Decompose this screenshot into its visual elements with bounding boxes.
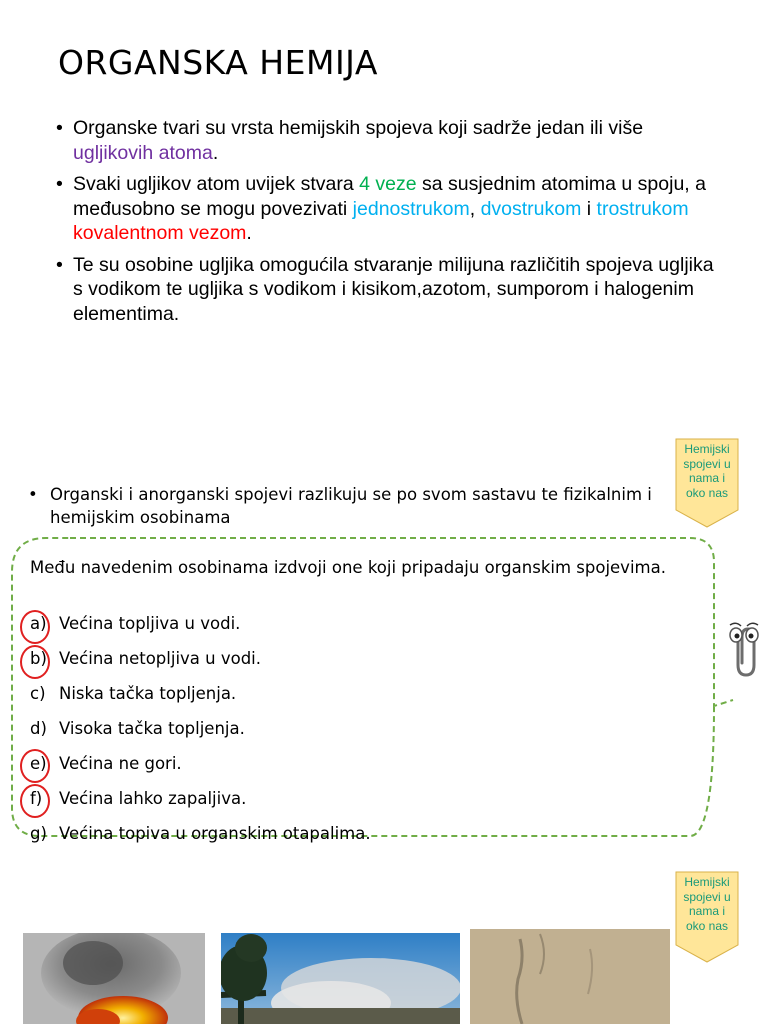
callout-line: oko nas — [685, 918, 729, 933]
highlight-covalent-bond: kovalentnom vezom — [73, 222, 247, 244]
callout-line: nama i — [688, 904, 726, 918]
highlight-carbon-atoms: ugljikovih atoma — [73, 141, 213, 164]
forest-fire-photo — [221, 933, 460, 1024]
callout-chemical-compounds-2[interactable] — [675, 871, 739, 963]
option-a[interactable]: a) Većina topljiva u vodi. — [30, 614, 241, 633]
callout-line: Hemijski — [684, 442, 730, 456]
highlight-double-bond: dvostrukom — [480, 197, 582, 220]
intro-bullet-3: • Te su osobine ugljika omogućila stvaranje milijuna različitih spojeva ugljika s vodikom te ugljika s vodikom i kisikom,azotom, sumporom i halogenim elementima. — [56, 253, 716, 327]
question-text: Među navedenim osobinama izdvoji one koji pripadaju organskim spojevima. — [30, 558, 666, 577]
intro-bullet-2: • Svaki ugljikov atom uvijek stvara 4 veze sa susjednim atomima u spoju, a međusobno se mogu povezivati jednostrukom, dvostrukom i trostrukom kovalentnom vezom. — [56, 172, 716, 246]
callout-chemical-compounds-1[interactable] — [675, 438, 739, 528]
slide-title: ORGANSKA HEMIJA — [58, 43, 378, 82]
callout-line: Hemijski — [684, 875, 730, 889]
selection-circle-e — [20, 749, 50, 783]
option-e[interactable]: e) Većina ne gori. — [30, 754, 182, 773]
option-d[interactable]: d) Visoka tačka topljenja. — [30, 719, 245, 738]
fire-explosion-photo — [23, 933, 205, 1024]
answer-options-list — [30, 612, 371, 857]
intro-bullet-list — [56, 116, 716, 333]
selection-circle-a — [20, 610, 50, 644]
highlight-single-bond: jednostrukom — [352, 197, 470, 220]
option-b[interactable]: b) Većina netopljiva u vodi. — [30, 649, 262, 668]
bullet-dot: • — [28, 485, 38, 504]
intro-bullet-1: • Organske tvari su vrsta hemijskih spojeva koji sadrže jedan ili više ugljikovih atoma. — [56, 116, 716, 165]
option-g[interactable]: g) Većina topiva u organskim otapalima. — [30, 824, 371, 843]
option-c[interactable]: c) Niska tačka topljenja. — [30, 684, 237, 703]
selection-circle-f — [20, 784, 50, 818]
comparison-bullet: • Organski i anorganski spojevi razlikuju se po svom sastavu te fizikalnim i hemijskim osobinama — [28, 485, 652, 527]
callout-line: spojevi u — [683, 889, 731, 904]
burning-paper-photo — [470, 929, 670, 1024]
highlight-triple-bond: trostrukom — [596, 197, 689, 220]
callout-line: spojevi u — [683, 456, 731, 471]
callout-line: oko nas — [685, 485, 729, 500]
paperclip-assistant-icon[interactable] — [726, 615, 762, 679]
highlight-four-bonds: 4 veze — [359, 173, 417, 195]
option-f[interactable]: f) Većina lahko zapaljiva. — [30, 789, 247, 808]
callout-line: nama i — [688, 471, 726, 485]
selection-circle-b — [20, 645, 50, 679]
